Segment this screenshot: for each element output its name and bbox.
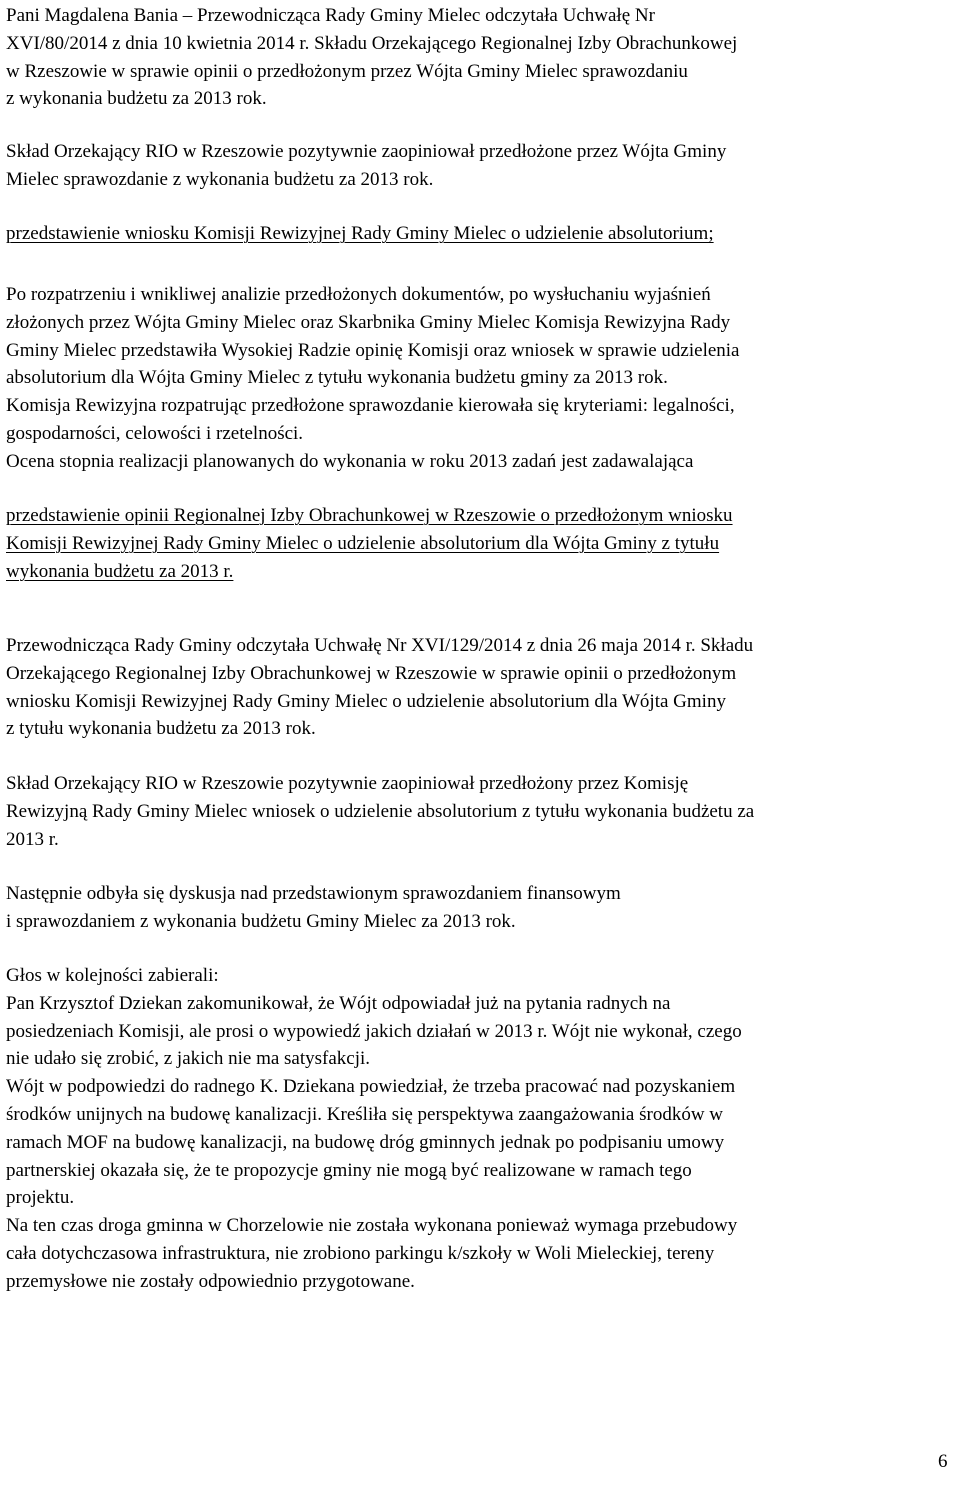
text-line: nie udało się zrobić, z jakich nie ma satysfakcji. [6,1048,371,1070]
text-line: Pan Krzysztof Dziekan zakomunikował, że Wójt odpowiadał już na pytania radnych na [6,992,671,1014]
paragraph-chair-reads-resolution [6,632,952,743]
text-line: Głos w kolejności zabierali: [6,965,219,986]
text-line: w Rzeszowie w sprawie opinii o przedłożonym przez Wójta Gminy Mielec sprawozdaniu [6,60,688,82]
text-line: Skład Orzekający RIO w Rzeszowie pozytywnie zaopiniował przedłożone przez Wójta Gminy [6,141,727,162]
text-line: 2013 r. [6,828,59,850]
page-number: 6 [938,1451,948,1472]
text-line: z tytułu wykonania budżetu za 2013 rok. [6,718,316,740]
text-line: Następnie odbyła się dyskusja nad przedstawionym sprawozdaniem finansowym [6,883,621,904]
text-line: absolutorium dla Wójta Gminy Mielec z tytułu wykonania budżetu gminy za 2013 rok. [6,367,668,389]
text-line: Komisja Rewizyjna rozpatrując przedłożone sprawozdanie kierowała się kryteriami: legalności, [6,395,735,417]
text-line: i sprawozdaniem z wykonania budżetu Gminy Mielec za 2013 rok. [6,910,516,932]
text-line: Po rozpatrzeniu i wnikliwej analizie przedłożonych dokumentów, po wysłuchaniu wyjaśnień [6,284,711,305]
text-line: wykonania budżetu za 2013 r. [6,560,234,582]
text-line: przedstawienie opinii Regionalnej Izby Obrachunkowej w Rzeszowie o przedłożonym wniosku [6,505,733,526]
paragraph-discussion-speakers [6,962,952,1296]
text-line: przemysłowe nie zostały odpowiednio przygotowane. [6,1270,415,1292]
paragraph-discussion-intro [6,880,952,936]
paragraph-rio-positive-opinion-motion [6,770,952,853]
text-line: z wykonania budżetu za 2013 rok. [6,88,267,110]
text-line: gospodarności, celowości i rzetelności. [6,422,304,444]
text-line: partnerskiej okazała się, że te propozycje gminy nie mogą być realizowane w ramach tego [6,1159,692,1181]
paragraph-rio-positive-opinion-report [6,138,952,194]
text-line: Na ten czas droga gminna w Chorzelowie nie została wykonana ponieważ wymaga przebudowy [6,1215,738,1237]
text-line: złożonych przez Wójta Gminy Mielec oraz Skarbnika Gminy Mielec Komisja Rewizyjna Rady [6,311,731,333]
text-line: Gminy Mielec przedstawiła Wysokiej Radzie opinię Komisji oraz wniosek w sprawie udzielenia [6,339,740,361]
paragraph-commission-analysis [6,281,952,476]
agenda-item-commission-motion [6,220,952,248]
text-line: ramach MOF na budowę kanalizacji, na budowę dróg gminnych jednak po podpisaniu umowy [6,1131,725,1153]
text-line: projektu. [6,1187,75,1209]
agenda-item-rio-opinion [6,502,952,585]
text-line: posiedzeniach Komisji, ale prosi o wypowiedź jakich działań w 2013 r. Wójt nie wykonał, czego [6,1020,742,1042]
text-line: Skład Orzekający RIO w Rzeszowie pozytywnie zaopiniował przedłożony przez Komisję [6,773,689,794]
text-line: Mielec sprawozdanie z wykonania budżetu za 2013 rok. [6,168,434,190]
text-line: Komisji Rewizyjnej Rady Gminy Mielec o udzielenie absolutorium dla Wójta Gminy z tytułu [6,532,720,554]
paragraph-rio-resolution-report [6,2,952,113]
text-line: wniosku Komisji Rewizyjnej Rady Gminy Mielec o udzielenie absolutorium dla Wójta Gminy [6,690,726,712]
text-line: Przewodnicząca Rady Gminy odczytała Uchwałę Nr XVI/129/2014 z dnia 26 maja 2014 r. Składu [6,635,754,656]
text-line: Rewizyjną Rady Gminy Mielec wniosek o udzielenie absolutorium z tytułu wykonania budżetu za [6,800,755,822]
text-line: Orzekającego Regionalnej Izby Obrachunkowej w Rzeszowie w sprawie opinii o przedłożonym [6,662,737,684]
text-line: Pani Magdalena Bania – Przewodnicząca Rady Gminy Mielec odczytała Uchwałę Nr [6,5,655,26]
text-line: Wójt w podpowiedzi do radnego K. Dziekana powiedział, że trzeba pracować nad pozyskaniem [6,1076,736,1098]
text-line: Ocena stopnia realizacji planowanych do wykonania w roku 2013 zadań jest zadawalająca [6,450,694,472]
text-line: środków unijnych na budowę kanalizacji. Kreśliła się perspektywa zaangażowania środków w [6,1103,724,1125]
text-line: przedstawienie wniosku Komisji Rewizyjnej Rady Gminy Mielec o udzielenie absolutorium; [6,223,714,244]
text-line: XVI/80/2014 z dnia 10 kwietnia 2014 r. Składu Orzekającego Regionalnej Izby Obrachunkowej [6,32,738,54]
text-line: cała dotychczasowa infrastruktura, nie zrobiono parkingu k/szkoły w Woli Mieleckiej, tereny [6,1242,715,1264]
